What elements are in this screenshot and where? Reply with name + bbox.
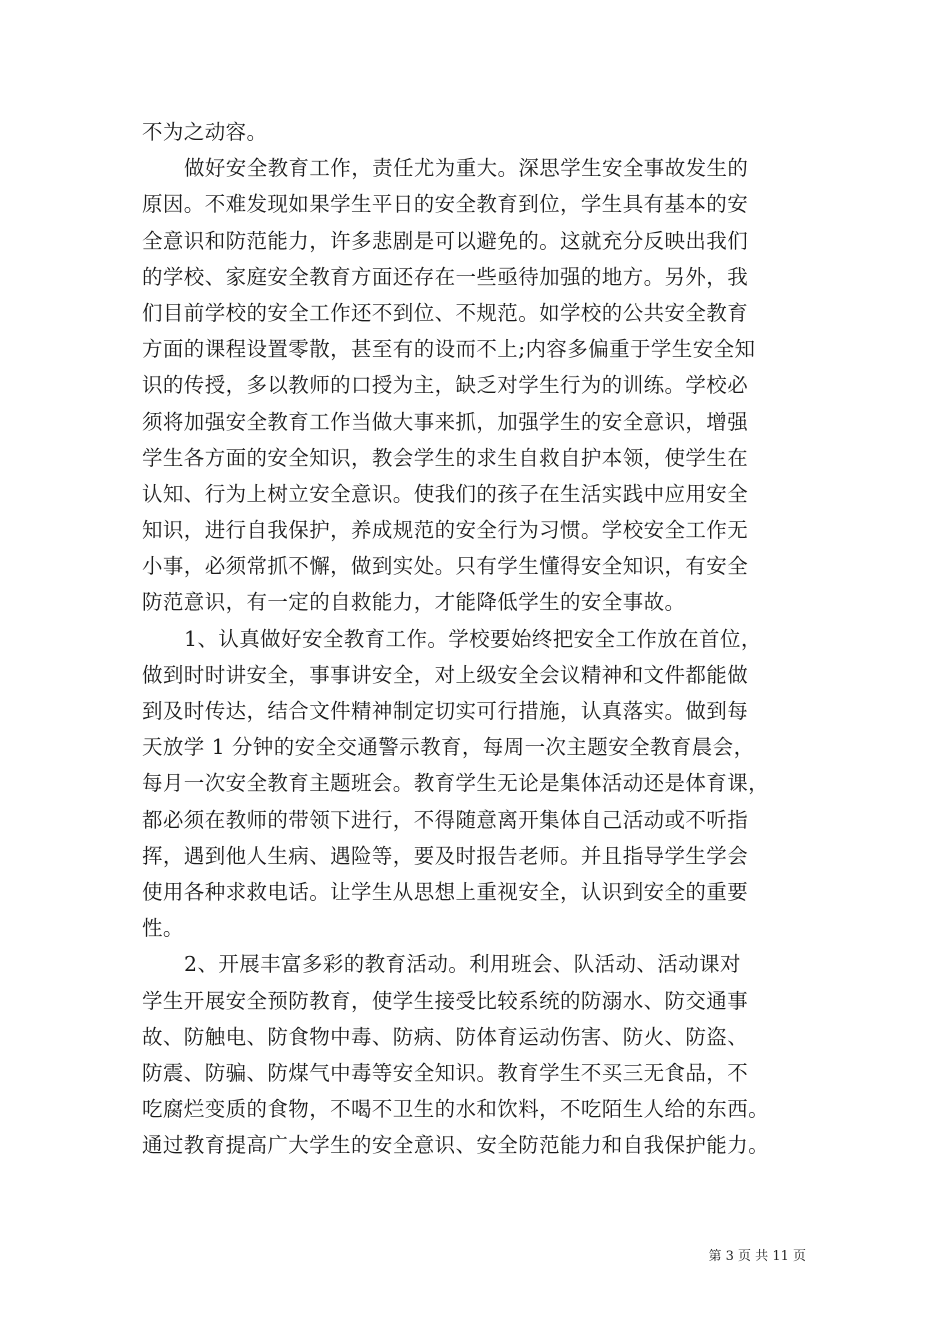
text-line: 吃腐烂变质的食物，不喝不卫生的水和饮料，不吃陌生人给的东西。 — [142, 1097, 769, 1122]
text-line: 全意识和防范能力，许多悲剧是可以避免的。这就充分反映出我们 — [142, 228, 749, 253]
text-line: 们目前学校的安全工作还不到位、不规范。如学校的公共安全教育 — [142, 300, 749, 325]
text-line: 挥，遇到他人生病、遇险等，要及时报告老师。并且指导学生学会 — [142, 843, 749, 868]
text-line: 到及时传达，结合文件精神制定切实可行措施，认真落实。做到每 — [142, 699, 749, 723]
text-line: 须将加强安全教育工作当做大事来抓，加强学生的安全意识，增强 — [142, 409, 749, 434]
text-line: 防震、防骗、防煤气中毒等安全知识。教育学生不买三无食品，不 — [142, 1060, 749, 1085]
text-line: 识的传授，多以教师的口授为主，缺乏对学生行为的训练。学校必 — [142, 373, 749, 398]
body-text — [142, 114, 808, 1163]
text-line: 方面的课程设置零散，甚至有的设而不上;内容多偏重于学生安全知 — [142, 337, 756, 362]
text-line: 故、防触电、防食物中毒、防病、防体育运动伤害、防火、防盗、 — [142, 1024, 749, 1049]
text-line: 性。 — [142, 916, 184, 941]
text-line: 原因。不难发现如果学生平日的安全教育到位，学生具有基本的安 — [142, 192, 749, 217]
text-line: 防范意识，有一定的自救能力，才能降低学生的安全事故。 — [142, 590, 686, 615]
text-line: 小事，必须常抓不懈，做到实处。只有学生懂得安全知识，有安全 — [142, 554, 749, 579]
text-line: 不为之动容。 — [142, 120, 268, 144]
text-line: 通过教育提高广大学生的安全意识、安全防范能力和自我保护能力。 — [142, 1133, 769, 1158]
text-line: 学生各方面的安全知识，教会学生的求生自救自护本领，使学生在 — [142, 445, 749, 470]
text-line: 使用各种求救电话。让学生从思想上重视安全，认识到安全的重要 — [142, 879, 749, 904]
text-line: 都必须在教师的带领下进行，不得随意离开集体自己活动或不听指 — [142, 807, 749, 832]
text-line: 天放学 1 分钟的安全交通警示教育，每周一次主题安全教育晨会， — [142, 735, 755, 760]
text-line: 学生开展安全预防教育，使学生接受比较系统的防溺水、防交通事 — [142, 988, 749, 1013]
text-line: 知识，进行自我保护，养成规范的安全行为习惯。学校安全工作无 — [142, 518, 749, 543]
text-line: 每月一次安全教育主题班会。教育学生无论是集体活动还是体育课， — [142, 771, 769, 796]
page-number-footer: 第 3 页 共 11 页 — [708, 1249, 806, 1264]
paragraph-start-line: 做好安全教育工作，责任尤为重大。深思学生安全事故发生的 — [184, 156, 749, 181]
text-line: 做到时时讲安全，事事讲安全，对上级安全会议精神和文件都能做 — [142, 662, 749, 687]
paragraph-start-line: 2、开展丰富多彩的教育活动。利用班会、队活动、活动课对 — [184, 952, 741, 977]
text-line: 认知、行为上树立安全意识。使我们的孩子在生活实践中应用安全 — [142, 481, 749, 506]
text-line: 的学校、家庭安全教育方面还存在一些亟待加强的地方。另外，我 — [142, 264, 749, 289]
paragraph-start-line: 1、认真做好安全教育工作。学校要始终把安全工作放在首位， — [184, 626, 762, 651]
